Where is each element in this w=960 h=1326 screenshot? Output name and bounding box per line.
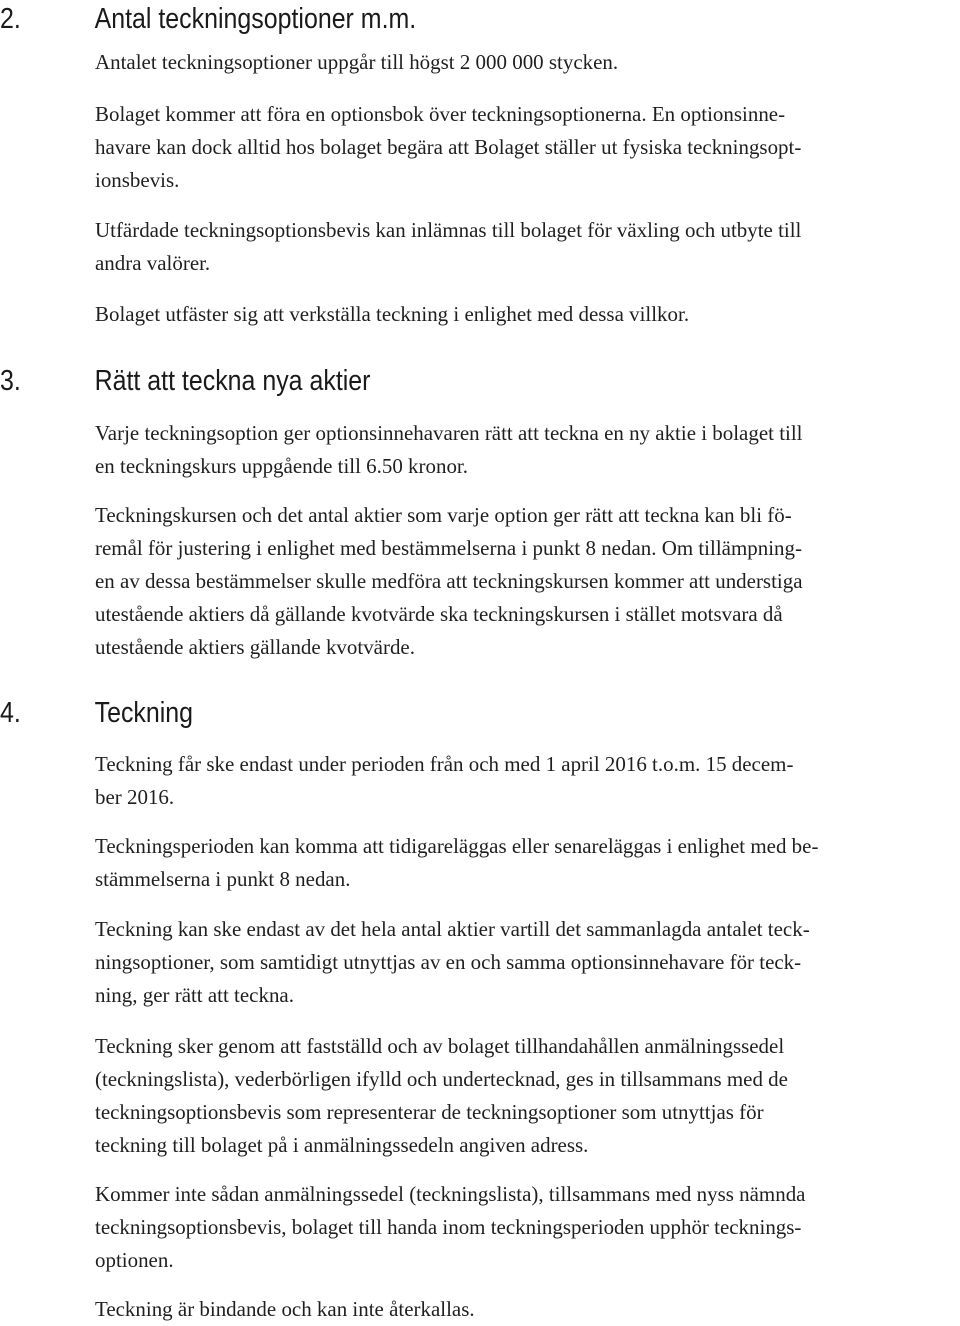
section-number: 3. (0, 365, 21, 397)
paragraph-line: Bolaget utfäster sig att verkställa teckning i enlighet med dessa villkor. (95, 302, 690, 326)
paragraph-line: teckningsoptionsbevis som representerar de teckningsoptioner som utnyttjas för (95, 1100, 764, 1124)
paragraph (95, 1178, 955, 1277)
section-heading-4 (0, 696, 193, 730)
paragraph-line: havare kan dock alltid hos bolaget begära att Bolaget ställer ut fysiska teckningsopt- (95, 135, 802, 159)
paragraph-line: utestående aktiers gällande kvotvärde. (95, 635, 415, 659)
paragraph (95, 499, 955, 664)
paragraph-line: Teckning sker genom att fastställd och av bolaget tillhandahållen anmälningssedel (95, 1034, 785, 1058)
paragraph (95, 913, 955, 1012)
paragraph-line: ning, ger rätt att teckna. (95, 983, 294, 1007)
paragraph (95, 417, 955, 483)
paragraph (95, 98, 955, 197)
paragraph-line: (teckningslista), vederbörligen ifylld och undertecknad, ges in tillsammans med de (95, 1067, 788, 1091)
section-title: Antal teckningsoptioner m.m. (94, 3, 417, 35)
paragraph-line: Varje teckningsoption ger optionsinnehavaren rätt att teckna en ny aktie i bolaget till (95, 421, 803, 445)
paragraph-line: Utfärdade teckningsoptionsbevis kan inlämnas till bolaget för växling och utbyte till (95, 218, 802, 242)
paragraph-line: Teckning får ske endast under perioden från och med 1 april 2016 t.o.m. 15 decem- (95, 752, 794, 776)
paragraph-line: ionsbevis. (95, 168, 180, 192)
section-title: Rätt att teckna nya aktier (94, 365, 371, 397)
paragraph (95, 298, 955, 331)
paragraph-line: Teckningsperioden kan komma att tidigareläggas eller senareläggas i enlighet med be- (95, 834, 819, 858)
paragraph-line: utestående aktiers då gällande kvotvärde ska teckningskursen i stället motsvara då (95, 602, 783, 626)
paragraph-line: optionen. (95, 1248, 174, 1272)
paragraph-line: en teckningskurs uppgående till 6.50 kronor. (95, 454, 468, 478)
paragraph-line: en av dessa bestämmelser skulle medföra att teckningskursen kommer att understiga (95, 569, 803, 593)
paragraph-line: teckningsoptionsbevis, bolaget till handa inom teckningsperioden upphör tecknings- (95, 1215, 802, 1239)
paragraph (95, 1030, 955, 1162)
paragraph-line: andra valörer. (95, 251, 211, 275)
section-heading-3 (0, 364, 370, 398)
paragraph-line: remål för justering i enlighet med bestämmelserna i punkt 8 nedan. Om tillämpning- (95, 536, 802, 560)
paragraph-line: teckning till bolaget på i anmälningssedeln angiven adress. (95, 1133, 589, 1157)
section-number: 4. (0, 697, 21, 729)
section-title: Teckning (94, 697, 194, 729)
paragraph (95, 830, 955, 896)
paragraph (95, 214, 955, 280)
paragraph-line: Kommer inte sådan anmälningssedel (teckningslista), tillsammans med nyss nämnda (95, 1182, 806, 1206)
paragraph-line: ningsoptioner, som samtidigt utnyttjas av en och samma optionsinnehavare för teck- (95, 950, 802, 974)
paragraph-line: Bolaget kommer att föra en optionsbok över teckningsoptionerna. En optionsinne- (95, 102, 786, 126)
paragraph (95, 46, 955, 79)
paragraph-line: Teckningskursen och det antal aktier som varje option ger rätt att teckna kan bli fö- (95, 503, 792, 527)
paragraph-line: Teckning kan ske endast av det hela antal aktier vartill det sammanlagda antalet teck- (95, 917, 810, 941)
paragraph-line: Teckning är bindande och kan inte återkallas. (95, 1297, 475, 1321)
section-heading-2 (0, 2, 416, 36)
paragraph-line: ber 2016. (95, 785, 175, 809)
paragraph (95, 748, 955, 814)
section-number: 2. (0, 3, 21, 35)
paragraph-line: stämmelserna i punkt 8 nedan. (95, 867, 351, 891)
paragraph (95, 1293, 955, 1326)
paragraph-line: Antalet teckningsoptioner uppgår till högst 2 000 000 stycken. (95, 50, 619, 74)
